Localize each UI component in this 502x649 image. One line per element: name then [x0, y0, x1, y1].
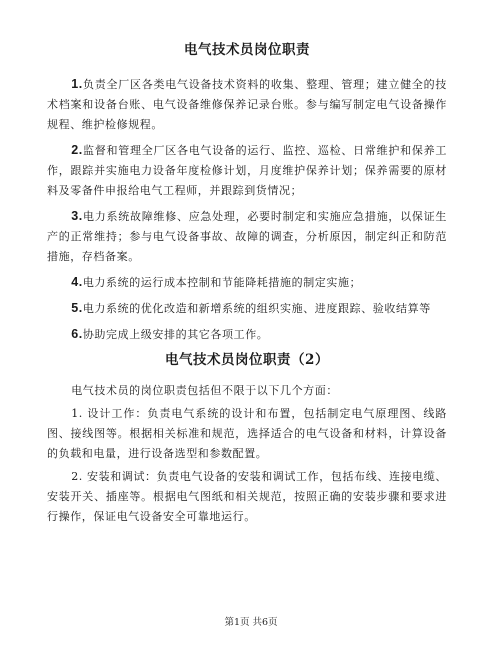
item-number: 5. [71, 301, 83, 315]
item-text: 负责全厂区各类电气设备技术资料的收集、整理、管理；建立健全的技术档案和设备台账、电气设备维修保养记录台账。参与编写制定电气设备操作规程、维护检修规程。 [47, 78, 447, 131]
page-title: 电气技术员岗位职责 [184, 42, 310, 58]
duty-item-3 [47, 206, 447, 267]
section-title: 电气技术员岗位职责（2） [165, 352, 329, 368]
section-intro: 电气技术员的岗位职责包括但不限于以下几个方面： [71, 384, 338, 397]
item-number: 6. [71, 327, 83, 341]
document-body [47, 40, 447, 530]
page-footer: 第1页 共6页 [224, 617, 278, 628]
item-number: 4. [71, 275, 83, 289]
item-text: 协助完成上级安排的其它各项工作。 [82, 328, 269, 341]
item-text: 电力系统的运行成本控制和节能降耗措施的制定实施； [82, 276, 362, 289]
duty-item-1 [47, 74, 447, 135]
item-text: 监督和管理全厂区各电气设备的运行、监控、巡检、日常维护和保养工作，跟踪并实施电力设备年度检修计划，月度维护保养计划；保养需要的原材料及零备件申报给电气工程师，并跟踪到货情况； [47, 144, 447, 197]
duty-item-4 [47, 272, 447, 293]
duty-item-5 [47, 298, 447, 319]
point-2: 2. 安装和调试：负责电气设备的安装和调试工作，包括布线、连接电缆、安装开关、插座等。根据电气图纸和相关规范，按照正确的安装步骤和要求进行操作，保证电气设备安全可靠地运行。 [47, 470, 447, 523]
duty-item-6 [47, 324, 447, 345]
item-number: 3. [71, 209, 83, 223]
item-number: 2. [71, 143, 83, 157]
item-text: 电力系统故障维修、应急处理，必要时制定和实施应急措施，以保证生产的正常维持；参与电气设备事故、故障的调查，分析原因，制定纠正和防范措施，存档备案。 [47, 210, 447, 263]
item-text: 电力系统的优化改造和新增系统的组织实施、进度跟踪、验收结算等 [82, 302, 431, 315]
item-number: 1. [71, 77, 83, 91]
point-1: 1. 设计工作：负责电气系统的设计和布置，包括制定电气原理图、线路图、接线图等。根据相关标准和规范，选择适合的电气设备和材料，计算设备的负载和电量，进行设备选型和参数配置。 [47, 407, 447, 460]
duty-item-2 [47, 140, 447, 201]
